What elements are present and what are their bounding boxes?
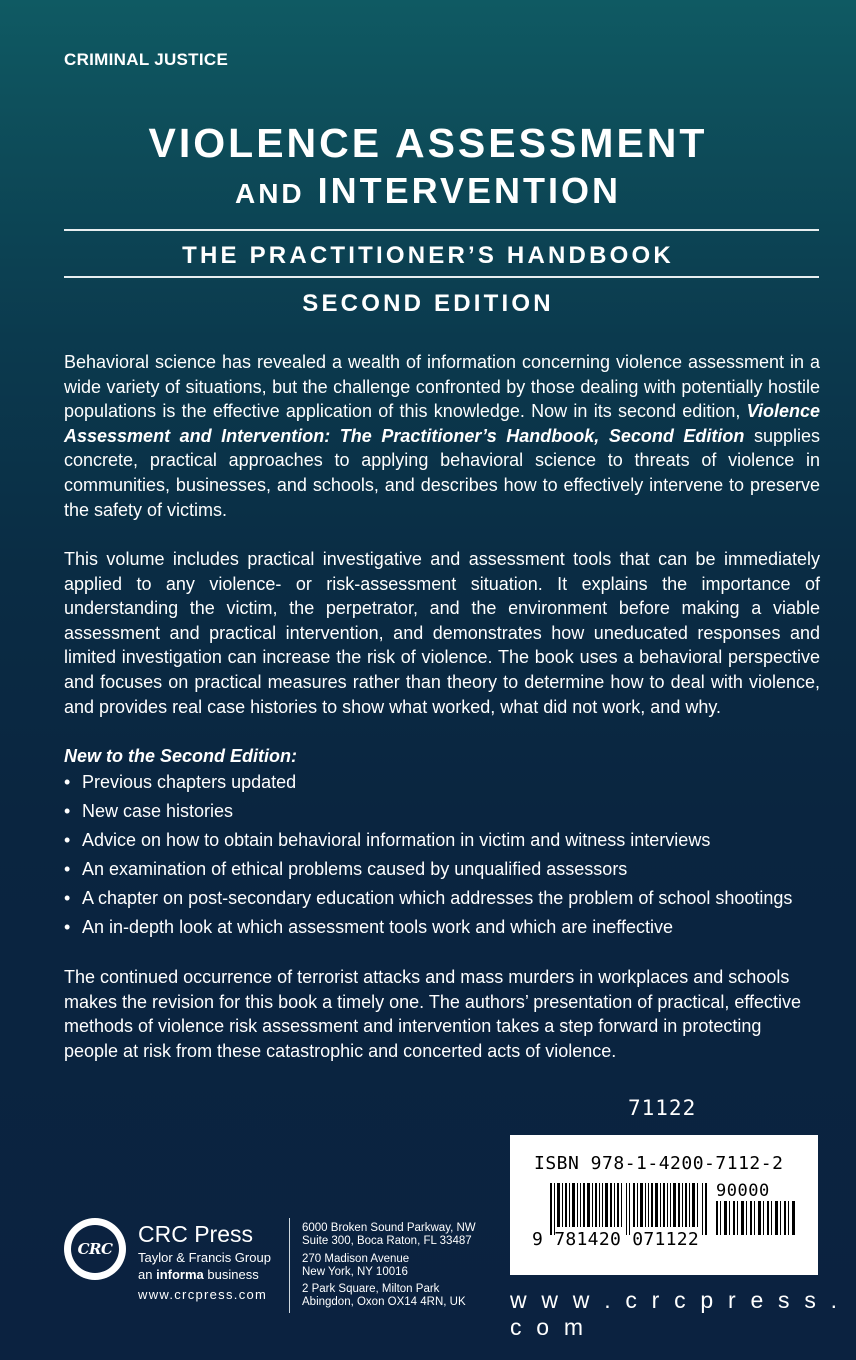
address-line: Suite 300, Boca Raton, FL 33487 (302, 1235, 472, 1247)
publisher-url[interactable]: www.crcpress.com (138, 1287, 268, 1302)
list-item (64, 797, 792, 826)
list-item (64, 855, 792, 884)
bullet-icon: • (64, 859, 71, 879)
new-edition-list (64, 768, 792, 942)
p1-title-italic: Violence Assessment and Intervention: The Practitioner’s Handbook, Second Edition (64, 401, 820, 446)
p1-before: Behavioral science has revealed a wealth of information concerning violence assessment in a wide variety of situations, but the challenge confronted by those dealing with potentially hostile populations is the effective application of this knowledge. Now in its second edition, (64, 352, 820, 422)
address-line: 6000 Broken Sound Parkway, NW (302, 1222, 476, 1234)
barcode-panel (510, 1135, 818, 1275)
publisher-business (138, 1267, 259, 1282)
list-item-text: New case histories (82, 801, 234, 821)
p1-after: supplies concrete, practical approaches to applying behavioral science to threats of violence in communities, businesses, and schools, and describes how to effectively intervene to preserve the safety of victims. (64, 425, 820, 520)
list-item (64, 826, 792, 855)
bullet-icon: • (64, 830, 71, 850)
address-abingdon (302, 1283, 466, 1309)
book-title-line1: VIOLENCE ASSESSMENT (148, 120, 708, 166)
address-new-york (302, 1253, 409, 1279)
publisher-group: Taylor & Francis Group (138, 1250, 271, 1265)
description-paragraph-1 (64, 350, 820, 522)
list-item-text: An in-depth look at which assessment tools work and which are ineffective (82, 917, 673, 937)
bullet-icon: • (64, 772, 71, 792)
address-line: 270 Madison Avenue (302, 1253, 410, 1265)
addon-barcode-icon (716, 1201, 798, 1235)
list-item-text: A chapter on post-secondary education which addresses the problem of school shootings (82, 888, 793, 908)
divider-bottom (64, 276, 819, 278)
title-and: AND (234, 178, 305, 209)
book-subtitle: THE PRACTITIONER’S HANDBOOK (182, 242, 674, 269)
addon-number: 90000 (716, 1181, 770, 1201)
business-informa: informa (156, 1267, 204, 1282)
book-title-line2 (0, 170, 856, 212)
list-item (64, 913, 792, 942)
crc-logo (64, 1218, 126, 1280)
crc-logo-inner (71, 1225, 119, 1273)
business-prefix: an (138, 1267, 153, 1282)
address-divider (289, 1218, 290, 1313)
bullet-icon: • (64, 917, 71, 937)
list-item (64, 768, 792, 797)
address-line: New York, NY 10016 (302, 1266, 408, 1278)
publisher-name: CRC Press (138, 1221, 254, 1247)
barcode-digits: 9 781420 071122 (532, 1229, 700, 1250)
description-paragraph-2: This volume includes practical investigative and assessment tools that can be immediately applied to any violence- or risk-assessment situation. It explains the importance of understanding the victim, the perpetrator, and the environment before making a viable assessment and practical intervention, and demonstrates how uneducated responses and limited investigation can increase the risk of violence. The book uses a behavioral perspective and focuses on practical measures rather than theory to determine how to deal with violence, and provides real case histories to show what worked, what did not work, and why. (64, 549, 820, 717)
list-item-text: An examination of ethical problems caused by unqualified assessors (82, 859, 628, 879)
divider-top (64, 229, 819, 231)
address-boca-raton (302, 1222, 476, 1248)
edition-label: SECOND EDITION (302, 290, 554, 317)
bullet-icon: • (64, 888, 71, 908)
business-suffix: business (207, 1267, 259, 1282)
category-label: CRIMINAL JUSTICE (64, 50, 229, 69)
list-item-text: Advice on how to obtain behavioral information in victim and witness interviews (82, 830, 711, 850)
item-number: 71122 (628, 1096, 697, 1120)
site-url[interactable]: w w w . c r c p r e s s . c o m (510, 1287, 842, 1340)
list-item-text: Previous chapters updated (82, 772, 297, 792)
description-paragraph-3: The continued occurrence of terrorist attacks and mass murders in workplaces and schools makes the revision for this book a timely one. The authors’ presentation of practical, effective methods of violence risk assessment and intervention takes a step forward in protecting people at risk from these catastrophic and concerted acts of violence. (64, 967, 802, 1061)
list-item (64, 884, 792, 913)
title-intervention: INTERVENTION (317, 170, 622, 211)
barcode-icon (550, 1183, 710, 1235)
address-line: Abingdon, Oxon OX14 4RN, UK (302, 1296, 466, 1308)
isbn-text: ISBN 978-1-4200-7112-2 (534, 1153, 784, 1174)
crc-logo-text: CRC (77, 1240, 113, 1258)
address-line: 2 Park Square, Milton Park (302, 1283, 440, 1295)
new-edition-heading: New to the Second Edition: (64, 746, 297, 766)
bullet-icon: • (64, 801, 71, 821)
